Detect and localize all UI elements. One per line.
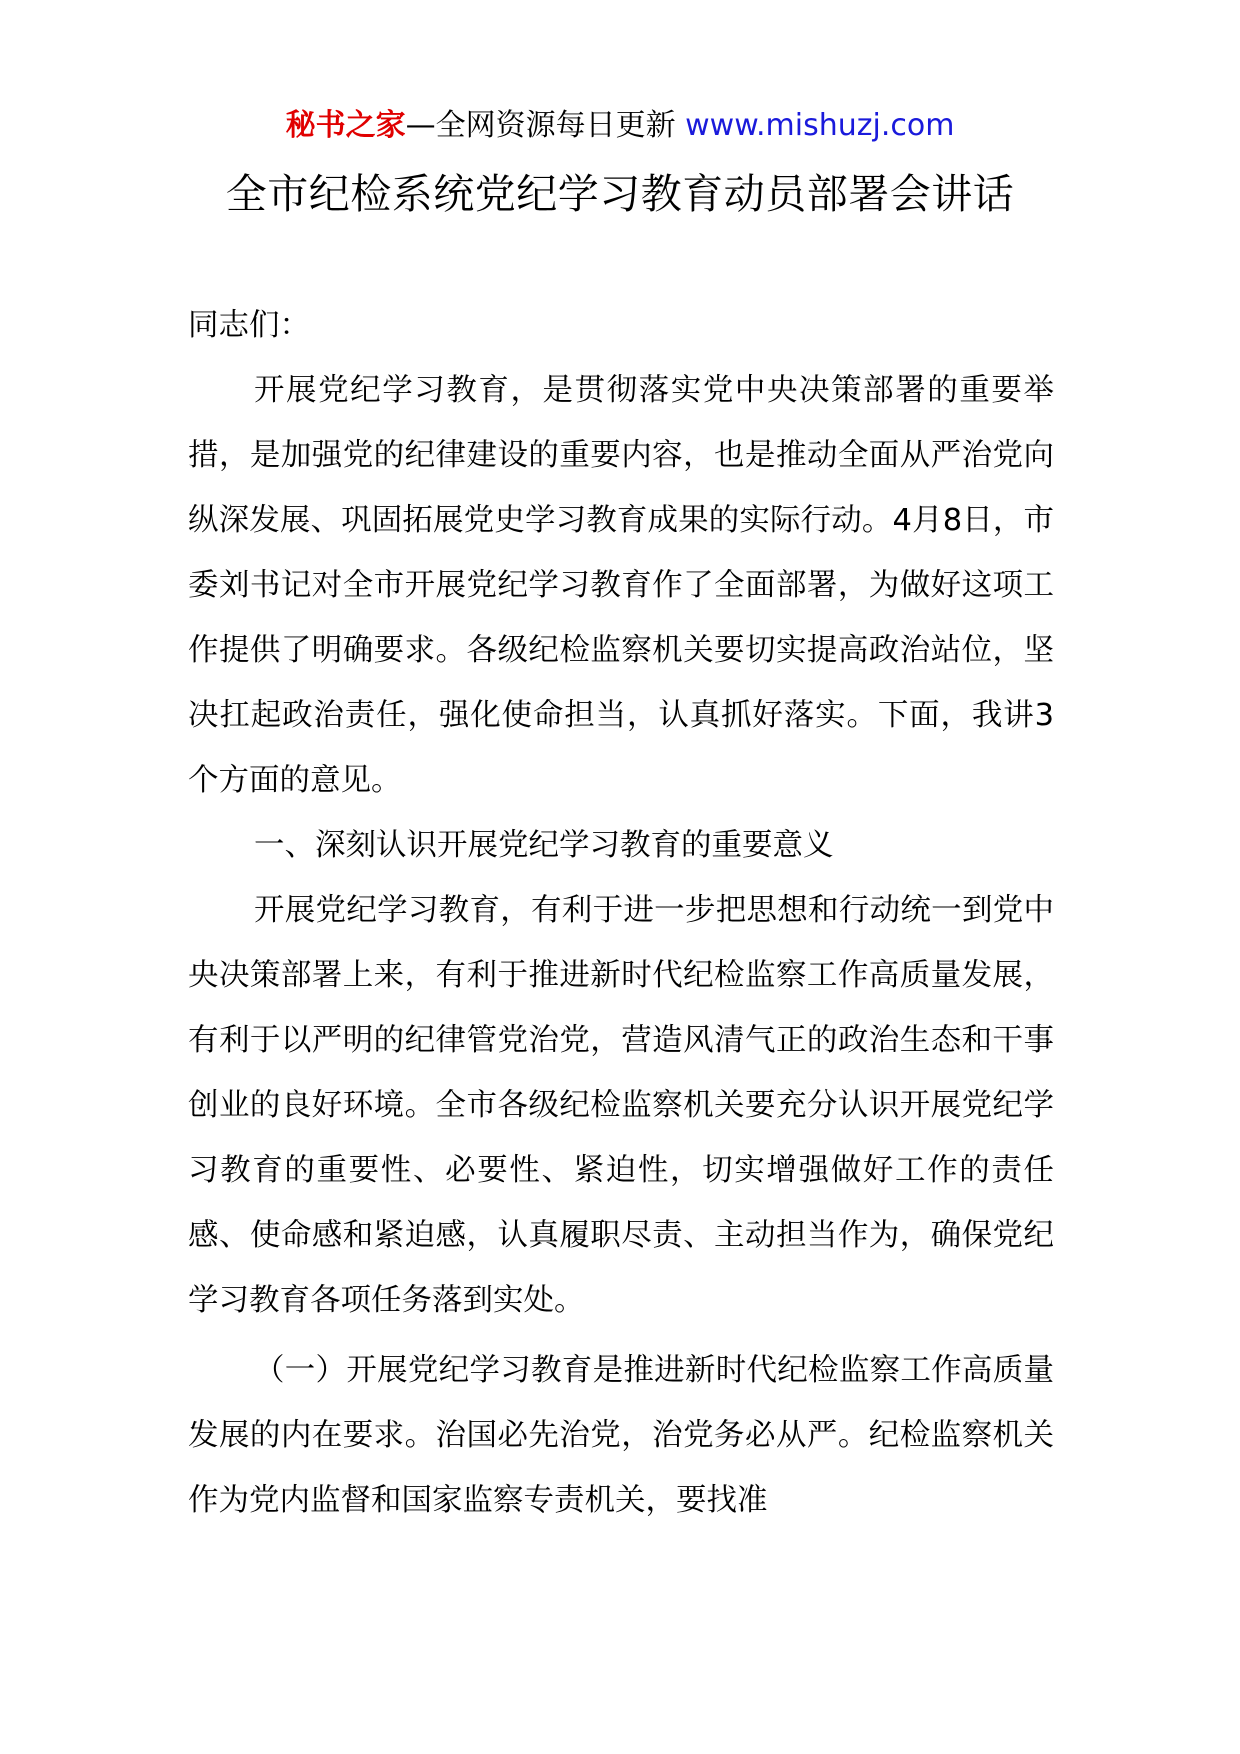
brand-slogan: —全网资源每日更新 bbox=[405, 108, 676, 143]
site-url-link[interactable]: www.mishuzj.com bbox=[685, 108, 955, 143]
paragraph-intro: 开展党纪学习教育，是贯彻落实党中央决策部署的重要举措，是加强党的纪律建设的重要内容，也是推动全面从严治党向纵深发展、巩固拓展党史学习教育成果的实际行动。4月8日，市委刘书记对全市开展党纪学习教育作了全面部署，为做好这项工作提供了明确要求。各级纪检监察机关要切实提高政治站位，坚决扛起政治责任，强化使命担当，认真抓好落实。下面，我讲3个方面的意见。 bbox=[188, 373, 1054, 798]
salutation: 同志们： bbox=[188, 308, 310, 343]
site-banner bbox=[0, 104, 1240, 148]
section-heading-1: 一、深刻认识开展党纪学习教育的重要意义 bbox=[254, 828, 834, 863]
paragraph-section-1: 开展党纪学习教育，有利于进一步把思想和行动统一到党中央决策部署上来，有利于推进新时代纪检监察工作高质量发展，有利于以严明的纪律管党治党，营造风清气正的政治生态和干事创业的良好环境。全市各级纪检监察机关要充分认识开展党纪学习教育的重要性、必要性、紧迫性，切实增强做好工作的责任感、使命感和紧迫感，认真履职尽责、主动担当作为，确保党纪学习教育各项任务落到实处。 bbox=[188, 893, 1054, 1318]
document-body bbox=[188, 293, 1054, 1533]
paragraph-subsection-1: （一）开展党纪学习教育是推进新时代纪检监察工作高质量发展的内在要求。治国必先治党，治党务必从严。纪检监察机关作为党内监督和国家监察专责机关，要找准 bbox=[188, 1353, 1054, 1518]
document-title: 全市纪检系统党纪学习教育动员部署会讲话 bbox=[225, 170, 1015, 218]
brand-name: 秘书之家 bbox=[285, 108, 406, 143]
